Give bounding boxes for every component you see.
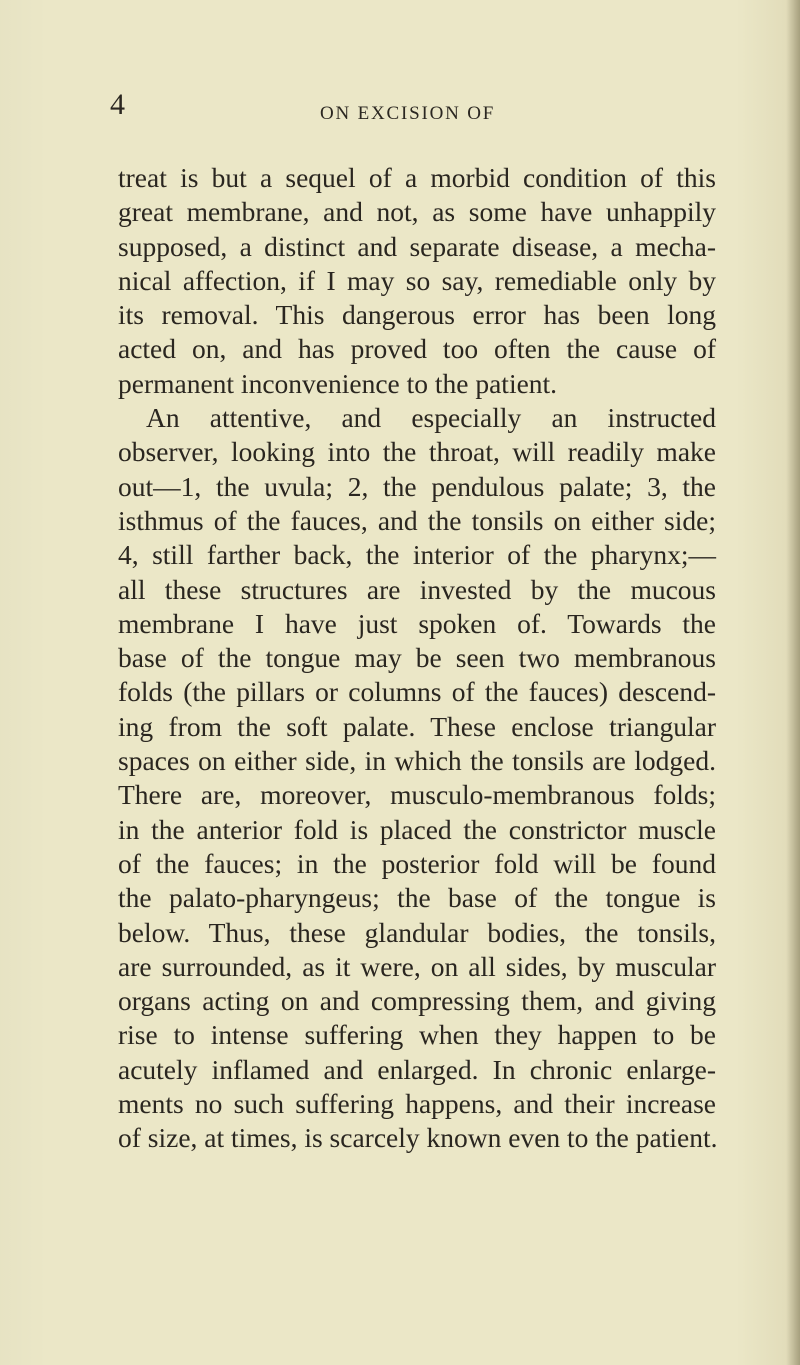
text-line: 4, still farther back, the interior of the pharynx;— xyxy=(118,539,716,571)
page-edge-shadow xyxy=(786,0,800,1365)
page-header xyxy=(0,90,800,130)
text-line: permanent inconvenience to the patient. xyxy=(118,367,558,399)
text-line: folds (the pillars or columns of the fauces) descend- xyxy=(118,676,716,708)
text-line: of size, at times, is scarcely known even to the patient. xyxy=(118,1122,718,1154)
text-line: rise to intense suffering when they happen to be xyxy=(118,1019,716,1051)
text-line: acutely inflamed and enlarged. In chronic enlarge- xyxy=(118,1053,716,1085)
text-line: ing from the soft palate. These enclose triangular xyxy=(118,710,716,742)
text-line: An attentive, and especially an instructed xyxy=(146,402,716,434)
page-number: 4 xyxy=(110,88,125,121)
text-line: supposed, a distinct and separate disease, a mecha- xyxy=(118,230,716,262)
text-line: below. Thus, these glandular bodies, the tonsils, xyxy=(118,916,716,948)
running-head: ON EXCISION OF xyxy=(320,103,496,124)
text-line: all these structures are invested by the mucous xyxy=(118,573,716,605)
text-line: acted on, and has proved too often the cause of xyxy=(118,333,716,365)
text-line: of the fauces; in the posterior fold will be found xyxy=(118,847,716,879)
text-line: membrane I have just spoken of. Towards the xyxy=(118,607,716,639)
text-line: great membrane, and not, as some have unhappily xyxy=(118,196,716,228)
text-line: base of the tongue may be seen two membranous xyxy=(118,642,716,674)
text-line: organs acting on and compressing them, and giving xyxy=(118,985,716,1017)
text-line: the palato-pharyngeus; the base of the tongue is xyxy=(118,882,716,914)
body-text xyxy=(118,161,716,1156)
text-line: nical affection, if I may so say, remediable only by xyxy=(118,264,716,296)
text-line: There are, moreover, musculo-membranous folds; xyxy=(118,779,716,811)
text-line: treat is but a sequel of a morbid condition of this xyxy=(118,162,716,193)
text-line: observer, looking into the throat, will readily make xyxy=(118,436,716,468)
text-line: isthmus of the fauces, and the tonsils on either side; xyxy=(118,504,716,536)
text-line: are surrounded, as it were, on all sides, by muscular xyxy=(118,950,716,982)
text-line: spaces on either side, in which the tonsils are lodged. xyxy=(118,745,716,777)
text-line: ments no such suffering happens, and their increase xyxy=(118,1088,716,1120)
text-line: in the anterior fold is placed the constrictor muscle xyxy=(118,813,716,845)
text-line: out—1, the uvula; 2, the pendulous palate; 3, the xyxy=(118,470,716,502)
text-line: its removal. This dangerous error has been long xyxy=(118,299,716,331)
